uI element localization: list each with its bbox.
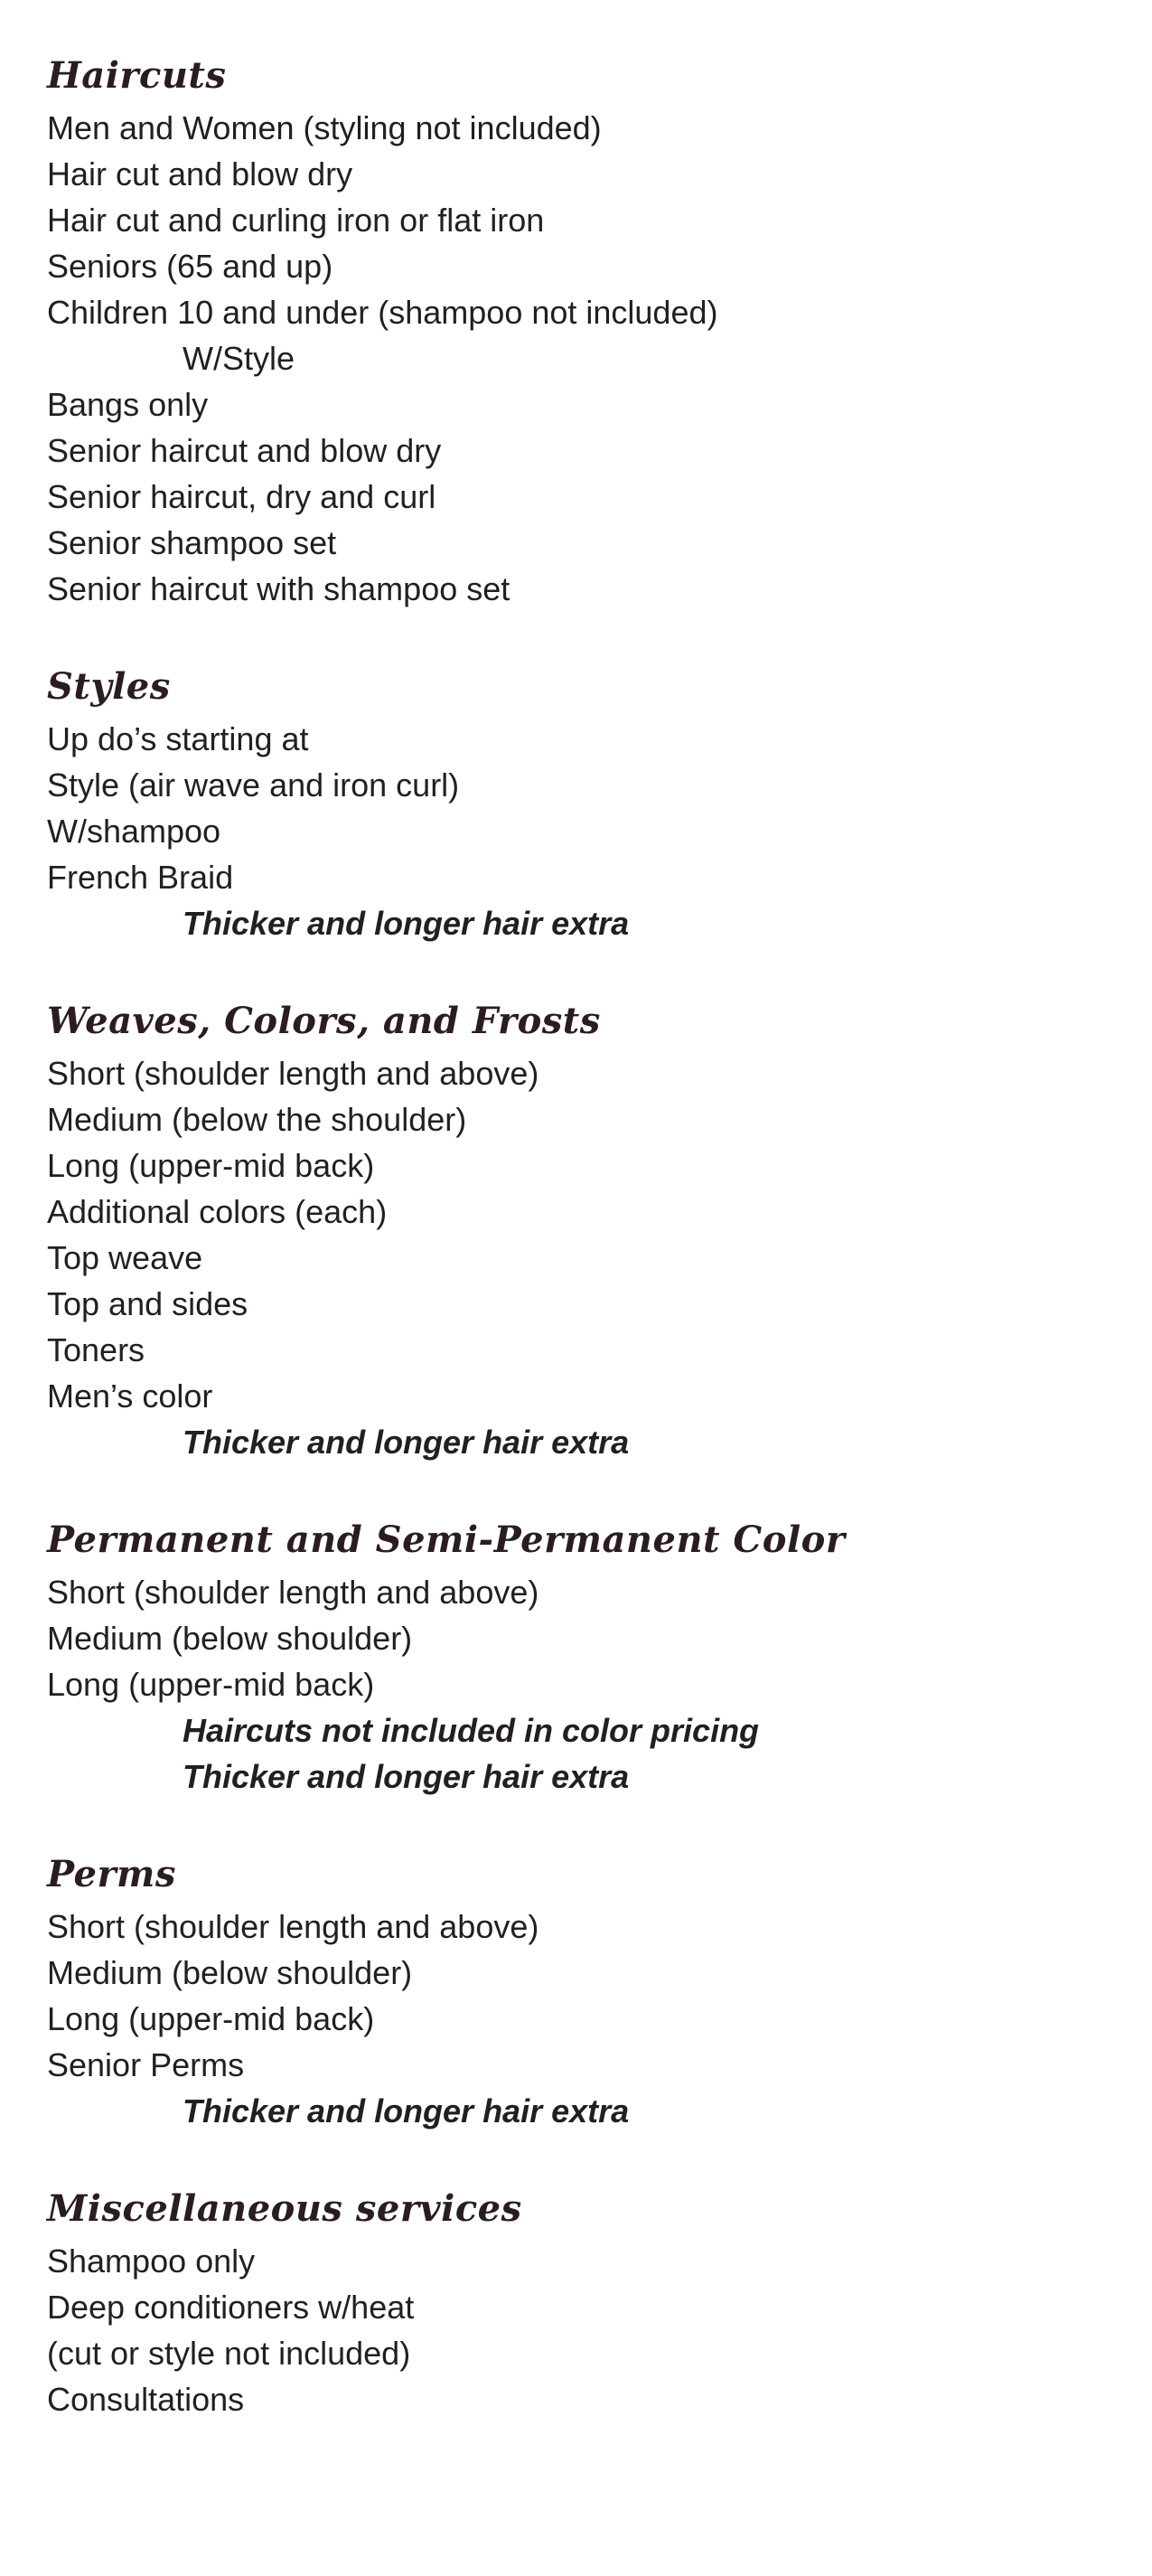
service-item: Short (shoulder length and above) [47,1055,539,1092]
service-item: Additional colors (each) [47,1193,388,1230]
section-permanent-color [47,1511,1113,1800]
service-item: Hair cut and curling iron or flat iron [47,202,545,239]
service-item: Long (upper-mid back) [47,1666,375,1703]
price-list-page [47,47,1113,2468]
service-item: Senior haircut with shampoo set [47,570,510,607]
service-item: W/shampoo [47,813,221,850]
service-sub-item: W/Style [183,340,295,377]
section-title-misc: Miscellaneous services [47,2187,522,2230]
section-title-weaves: Weaves, Colors, and Frosts [47,1000,601,1042]
service-item: Senior haircut and blow dry [47,432,442,469]
service-item: Top weave [47,1239,203,1276]
service-item: Men’s color [47,1377,213,1415]
section-note: Haircuts not included in color pricing [183,1712,760,1749]
service-item: Medium (below the shoulder) [47,1101,467,1138]
section-note: Thicker and longer hair extra [183,2092,630,2129]
service-item: Hair cut and blow dry [47,155,353,193]
service-item: Long (upper-mid back) [47,1147,375,1184]
section-perms [47,1846,1113,2134]
section-note: Thicker and longer hair extra [183,1424,630,1461]
service-item: Senior shampoo set [47,524,337,561]
section-note: Thicker and longer hair extra [183,905,630,942]
service-item: French Braid [47,859,234,896]
service-item: Up do’s starting at [47,720,309,757]
section-styles [47,658,1113,946]
service-item: Senior haircut, dry and curl [47,478,436,515]
section-title-styles: Styles [47,665,171,708]
service-item: Top and sides [47,1285,248,1322]
service-item: Short (shoulder length and above) [47,1908,539,1945]
service-item: Medium (below shoulder) [47,1620,413,1657]
service-item: Short (shoulder length and above) [47,1574,539,1611]
section-weaves [47,992,1113,1465]
section-title-perms: Perms [47,1853,176,1895]
service-item: Deep conditioners w/heat [47,2289,415,2326]
section-title-haircuts: Haircuts [47,54,227,97]
service-item: (cut or style not included) [47,2335,411,2372]
section-haircuts [47,47,1113,612]
service-item: Children 10 and under (shampoo not included) [47,294,718,331]
service-item: Style (air wave and iron curl) [47,766,460,804]
service-item: Toners [47,1331,145,1368]
service-item: Bangs only [47,386,209,423]
service-item: Medium (below shoulder) [47,1954,413,1991]
section-note: Thicker and longer hair extra [183,1758,630,1795]
section-misc [47,2180,1113,2422]
service-item: Seniors (65 and up) [47,248,333,285]
section-title-permanent-color: Permanent and Semi-Permanent Color [47,1518,846,1561]
service-item: Senior Perms [47,2046,245,2083]
service-item: Shampoo only [47,2242,256,2280]
service-item: Consultations [47,2381,245,2418]
service-item: Men and Women (styling not included) [47,109,602,146]
service-item: Long (upper-mid back) [47,2000,375,2037]
